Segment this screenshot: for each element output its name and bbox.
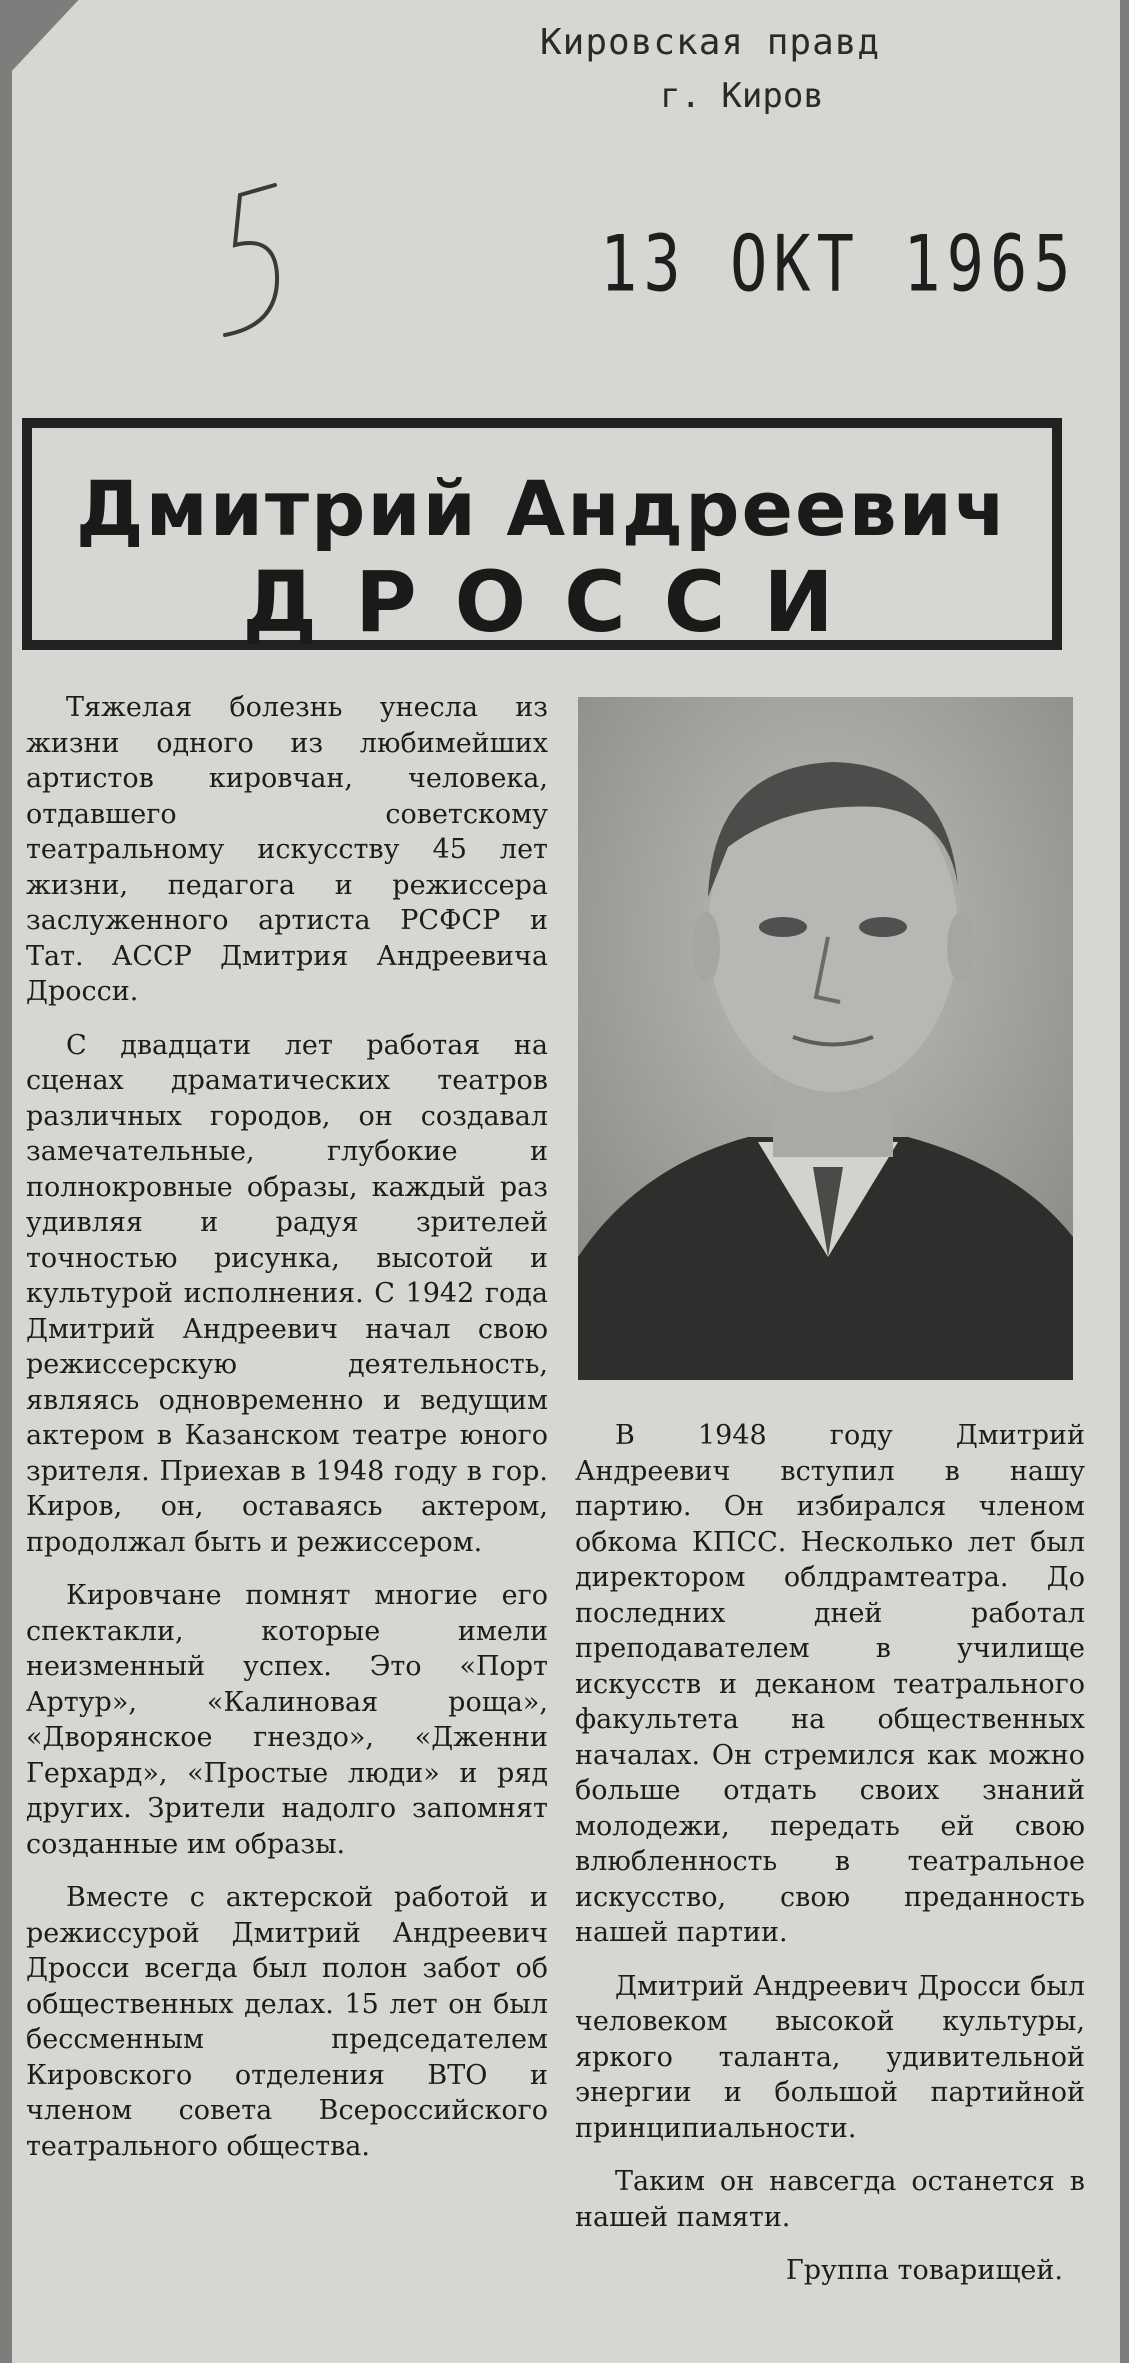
signature: Группа товарищей. xyxy=(785,2255,1063,2286)
paragraph: Тяжелая болезнь унесла из жизни одного из любимейших артистов кировчан, человека, отдавшего советскому театральному искусству 45 лет жизни, педагога и режиссера заслуженного артиста РСФСР и Тат. АССР Дмитрия Андреевича Дросси. xyxy=(26,692,548,1007)
headline-surname: ДРОССИ xyxy=(242,553,872,651)
date-stamp: 13 ОКТ 1965 xyxy=(600,218,1077,310)
paragraph: Кировчане помнят многие его спектакли, которые имели неизменный успех. Это «Порт Артур», «Калиновая роща», «Дворянское гнездо», «Дженни Герхард», «Простые люди» и ряд других. Зрители надолго запомнят созданные им образы. xyxy=(26,1580,548,1860)
portrait-photo xyxy=(578,697,1073,1380)
newspaper-stamp: Кировская правд xyxy=(540,22,881,63)
headline-box xyxy=(22,418,1062,650)
right-column xyxy=(575,1418,1085,2307)
portrait-image xyxy=(578,697,1073,1380)
headline-name: Дмитрий Андреевич xyxy=(75,464,1009,553)
city-stamp: г. Киров xyxy=(660,76,824,116)
pencil-mark-5 xyxy=(205,175,295,345)
paragraph: Дмитрий Андреевич Дросси был человеком высокой культуры, яркого таланта, удивительной энергии и большой партийной принципиальности. xyxy=(575,1970,1085,2144)
paragraph: В 1948 году Дмитрий Андреевич вступил в нашу партию. Он избирался членом обкома КПСС. Несколько лет был директором облдрамтеатра. До последних дней работал преподавателем в училище искусств и деканом театрального факультета на общественных началах. Он стремился как можно больше отдать своих знаний молодежи, передать ей свою влюбленность в театральное искусство, свою преданность нашей партии. xyxy=(575,1420,1085,1948)
left-column xyxy=(26,690,548,2182)
paragraph: Вместе с актерской работой и режиссурой Дмитрий Андреевич Дросси всегда был полон забот об общественных делах. 15 лет он был бессменным председателем Кировского отделения ВТО и членом совета Всероссийского театрального общества. xyxy=(26,1882,548,2162)
paragraph: Таким он навсегда останется в нашей памяти. xyxy=(575,2166,1085,2233)
paragraph: С двадцати лет работая на сценах драматических театров различных городов, он создавал замечательные, глубокие и полнокровные образы, каждый раз удивляя и радуя зрителей точностью рисунка, высотой и культурой исполнения. С 1942 года Дмитрий Андреевич начал свою режиссерскую деятельность, являясь одновременно и ведущим актером в Казанском театре юного зрителя. Приехав в 1948 году в гор. Киров, он, оставаясь актером, продолжал быть и режиссером. xyxy=(26,1029,548,1558)
